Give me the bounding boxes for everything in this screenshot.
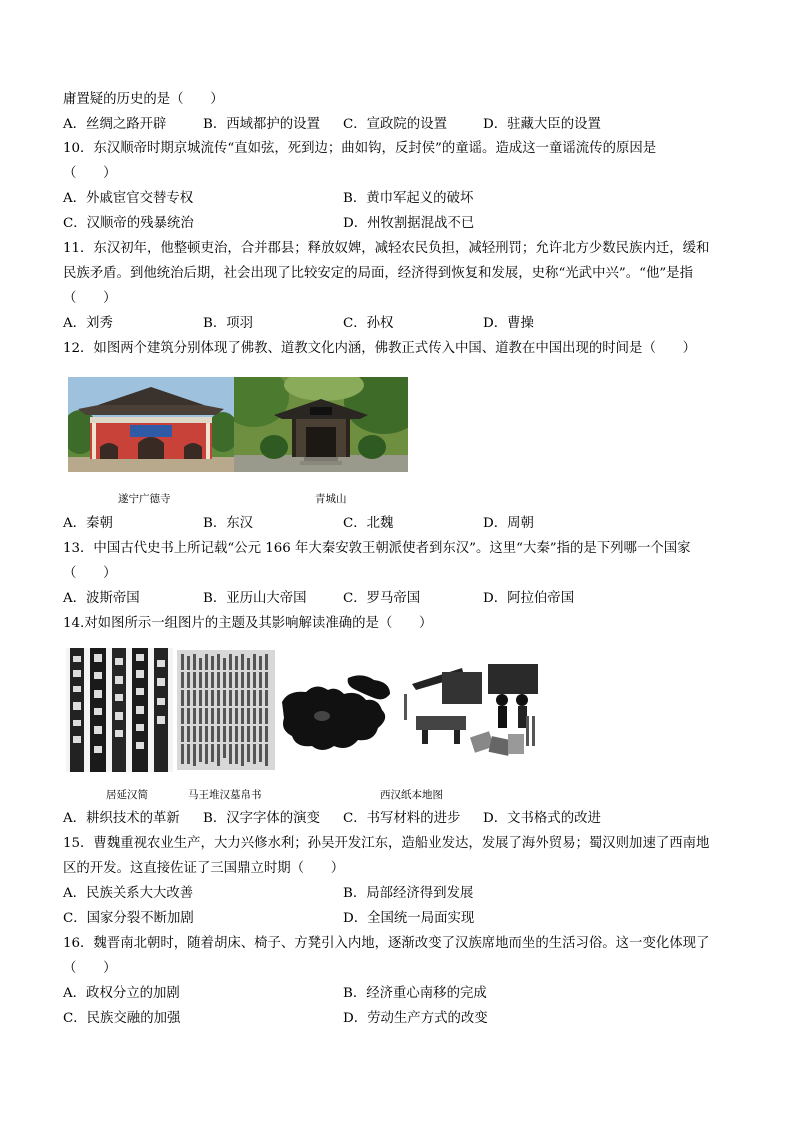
q13-option-b[interactable]: B．亚历山大帝国 (203, 591, 307, 606)
q10-option-d[interactable]: D．州牧割据混战不已 (343, 216, 475, 231)
q16-option-c[interactable]: C．民族交融的加强 (63, 1011, 181, 1026)
qingcheng-gate-photo (234, 377, 408, 472)
q10-option-a[interactable]: A．外戚宦官交替专权 (63, 191, 194, 206)
q16-stem-blank: （ ） (63, 961, 117, 976)
q14-option-b[interactable]: B．汉字字体的演变 (203, 811, 320, 826)
q10-stem: 10．东汉顺帝时期京城流传“直如弦，死到边；曲如钩，反封侯”的童谣。造成这一童谣流传的原因是 (63, 141, 657, 156)
q9-option-b[interactable]: B．西域都护的设置 (203, 117, 320, 132)
q12-option-b[interactable]: B．东汉 (203, 516, 254, 531)
caption-paper-map: 西汉纸本地图 (380, 789, 443, 801)
q13-option-c[interactable]: C．罗马帝国 (343, 591, 421, 606)
q14-option-c[interactable]: C．书写材料的进步 (343, 811, 461, 826)
q10-option-b[interactable]: B．黄巾军起义的破坏 (343, 191, 474, 206)
q13-option-d[interactable]: D．阿拉伯帝国 (483, 591, 575, 606)
q10-option-c[interactable]: C．汉顺帝的残暴统治 (63, 216, 194, 231)
q9-option-d[interactable]: D．驻藏大臣的设置 (483, 117, 601, 132)
q15-option-d[interactable]: D．全国统一局面实现 (343, 911, 475, 926)
caption-mawangdui-silk: 马王堆汉墓帛书 (188, 789, 262, 801)
q14-stem: 14.对如图所示一组图片的主题及其影响解读准确的是（ ） (63, 616, 433, 631)
q12-option-d[interactable]: D．周朝 (483, 516, 534, 531)
q11-option-d[interactable]: D．曹操 (483, 316, 534, 331)
q11-stem-line2: 民族矛盾。到他统治后期，社会出现了比较安定的局面，经济得到恢复和发展，史称“光武中兴”。“他”是指 (63, 266, 693, 281)
q12-option-c[interactable]: C．北魏 (343, 516, 394, 531)
q15-option-b[interactable]: B．局部经济得到发展 (343, 886, 474, 901)
caption-juyan-slips: 居延汉简 (106, 789, 148, 801)
q15-option-c[interactable]: C．国家分裂不断加剧 (63, 911, 194, 926)
q13-option-a[interactable]: A．波斯帝国 (63, 591, 140, 606)
paper-map-image (278, 672, 396, 757)
q11-stem-line1: 11．东汉初年，他整顿吏治，合并郡县；释放奴婢，减轻农民负担，减轻刑罚；允许北方少数民族内迁，缓和 (63, 241, 710, 256)
temple-archway-photo (68, 377, 234, 472)
q16-stem: 16．魏晋南北朝时，随着胡床、椅子、方凳引入内地，逐渐改变了汉族席地而坐的生活习俗。这一变化体现了 (63, 936, 710, 951)
q12-stem: 12．如图两个建筑分别体现了佛教、道教文化内涵，佛教正式传入中国、道教在中国出现的时间是（ ） (63, 341, 697, 356)
q10-stem-blank: （ ） (63, 166, 117, 181)
q16-option-b[interactable]: B．经济重心南移的完成 (343, 986, 487, 1001)
silk-manuscript-image (177, 650, 275, 770)
q11-option-b[interactable]: B．项羽 (203, 316, 254, 331)
q13-stem-blank: （ ） (63, 566, 117, 581)
caption-suining-temple: 遂宁广德寺 (118, 493, 171, 505)
q14-option-a[interactable]: A．耕织技术的革新 (63, 811, 180, 826)
q15-stem-line2: 区的开发。这直接佐证了三国鼎立时期（ ） (63, 861, 345, 876)
q16-option-a[interactable]: A．政权分立的加剧 (63, 986, 180, 1001)
q9-stem-tail: 庸置疑的历史的是（ ） (63, 92, 224, 107)
q11-option-a[interactable]: A．刘秀 (63, 316, 113, 331)
ink-sketch-scene-image (402, 654, 547, 770)
q12-option-a[interactable]: A．秦朝 (63, 516, 113, 531)
caption-qingcheng: 青城山 (315, 493, 347, 505)
q9-option-a[interactable]: A．丝绸之路开辟 (63, 117, 167, 132)
bamboo-slips-image (66, 648, 173, 772)
q13-stem: 13．中国古代史书上所记载“公元 166 年大秦安敦王朝派使者到东汉”。这里“大秦”指的是下列哪一个国家 (63, 541, 691, 556)
q15-stem-line1: 15．曹魏重视农业生产，大力兴修水利；孙吴开发江东，造船业发达，发展了海外贸易；蜀汉则加速了西南地 (63, 836, 710, 851)
q14-option-d[interactable]: D．文书格式的改进 (483, 811, 601, 826)
q11-stem-blank: （ ） (63, 291, 117, 306)
q16-option-d[interactable]: D．劳动生产方式的改变 (343, 1011, 488, 1026)
q11-option-c[interactable]: C．孙权 (343, 316, 394, 331)
q15-option-a[interactable]: A．民族关系大大改善 (63, 886, 194, 901)
q9-option-c[interactable]: C．宣政院的设置 (343, 117, 447, 132)
